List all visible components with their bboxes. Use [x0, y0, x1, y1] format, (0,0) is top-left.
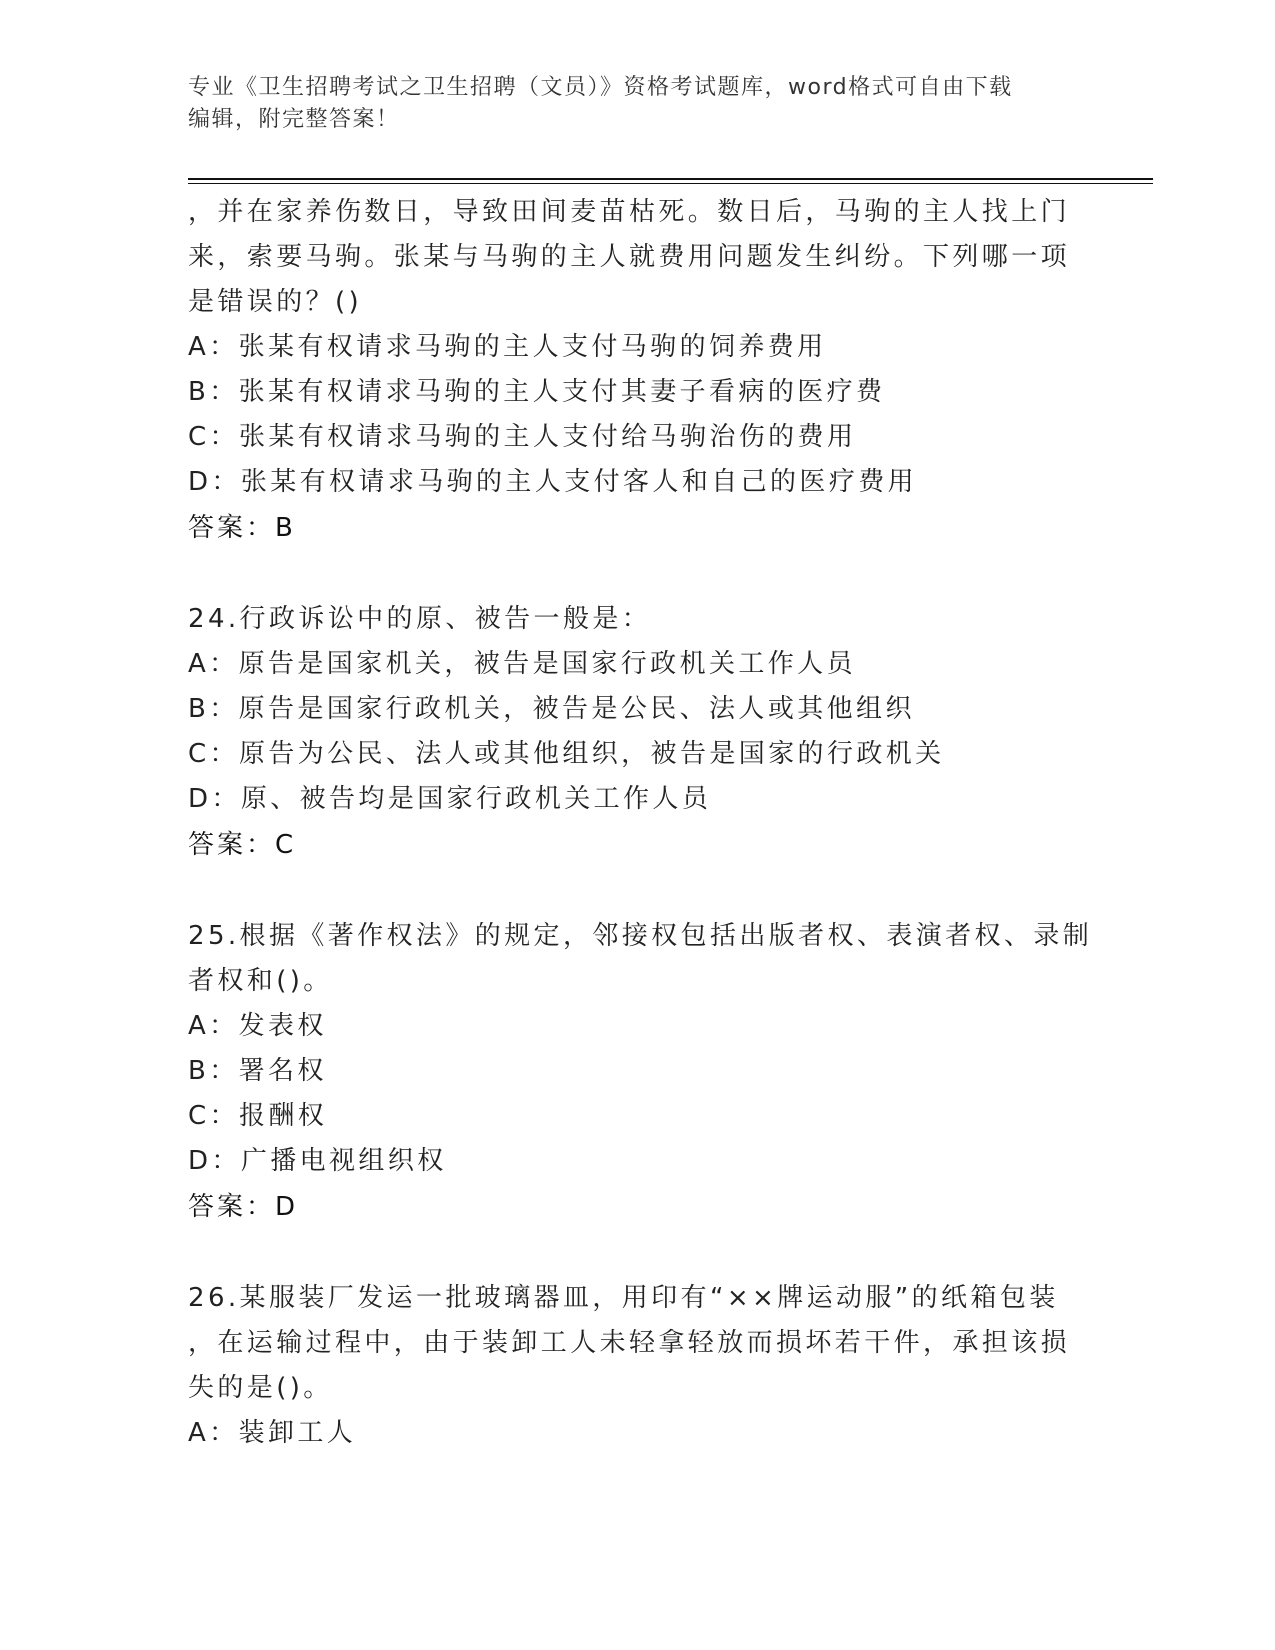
question-text-line: ，并在家养伤数日，导致田间麦苗枯死。数日后，马驹的主人找上门	[188, 197, 1071, 227]
question-25	[188, 914, 1093, 1231]
answer-label: 答案：C	[188, 830, 297, 860]
option-a: A：张某有权请求马驹的主人支付马驹的饲养费用	[188, 332, 827, 362]
answer-label: 答案：D	[188, 1192, 299, 1222]
option-d: D：广播电视组织权	[188, 1146, 447, 1176]
spacer	[188, 552, 1088, 597]
question-text-line: 者权和()。	[188, 966, 333, 996]
option-c: C：原告为公民、法人或其他组织，被告是国家的行政机关	[188, 739, 945, 769]
option-a: A：发表权	[188, 1011, 327, 1041]
answer-label: 答案：B	[188, 513, 296, 543]
option-d: D：张某有权请求马驹的主人支付客人和自己的医疗费用	[188, 467, 918, 497]
spacer	[188, 869, 1088, 914]
question-text-line: 26.某服装厂发运一批玻璃器皿，用印有“××牌运动服”的纸箱包装	[188, 1283, 1059, 1313]
option-c: C：张某有权请求马驹的主人支付给马驹治伤的费用	[188, 422, 857, 452]
option-c: C：报酬权	[188, 1101, 328, 1131]
question-text-line: 25.根据《著作权法》的规定，邻接权包括出版者权、表演者权、录制	[188, 921, 1093, 951]
question-26	[188, 1276, 1088, 1456]
header-divider-thick	[188, 178, 1153, 180]
question-23	[188, 190, 1088, 552]
question-text-line: ，在运输过程中，由于装卸工人未轻拿轻放而损坏若干件，承担该损	[188, 1328, 1071, 1358]
option-a: A：原告是国家机关，被告是国家行政机关工作人员	[188, 649, 856, 679]
option-b: B：张某有权请求马驹的主人支付其妻子看病的医疗费	[188, 377, 886, 407]
option-b: B：原告是国家行政机关，被告是公民、法人或其他组织	[188, 694, 915, 724]
question-24	[188, 597, 1088, 869]
option-a: A：装卸工人	[188, 1418, 357, 1448]
option-d: D：原、被告均是国家行政机关工作人员	[188, 784, 712, 814]
question-text-line: 是错误的？()	[188, 287, 363, 317]
spacer	[188, 1231, 1088, 1276]
option-b: B：署名权	[188, 1056, 327, 1086]
question-text-line: 失的是()。	[188, 1373, 333, 1403]
question-text-line: 来，索要马驹。张某与马驹的主人就费用问题发生纠纷。下列哪一项	[188, 242, 1071, 272]
header-line-1: 专业《卫生招聘考试之卫生招聘（文员）》资格考试题库，word格式可自由下载	[188, 75, 1013, 100]
header-divider-thin	[188, 183, 1153, 184]
question-text-line: 24.行政诉讼中的原、被告一般是：	[188, 604, 652, 634]
header-line-2: 编辑，附完整答案！	[188, 107, 400, 132]
question-list	[188, 190, 1093, 1456]
document-header	[188, 72, 1088, 136]
